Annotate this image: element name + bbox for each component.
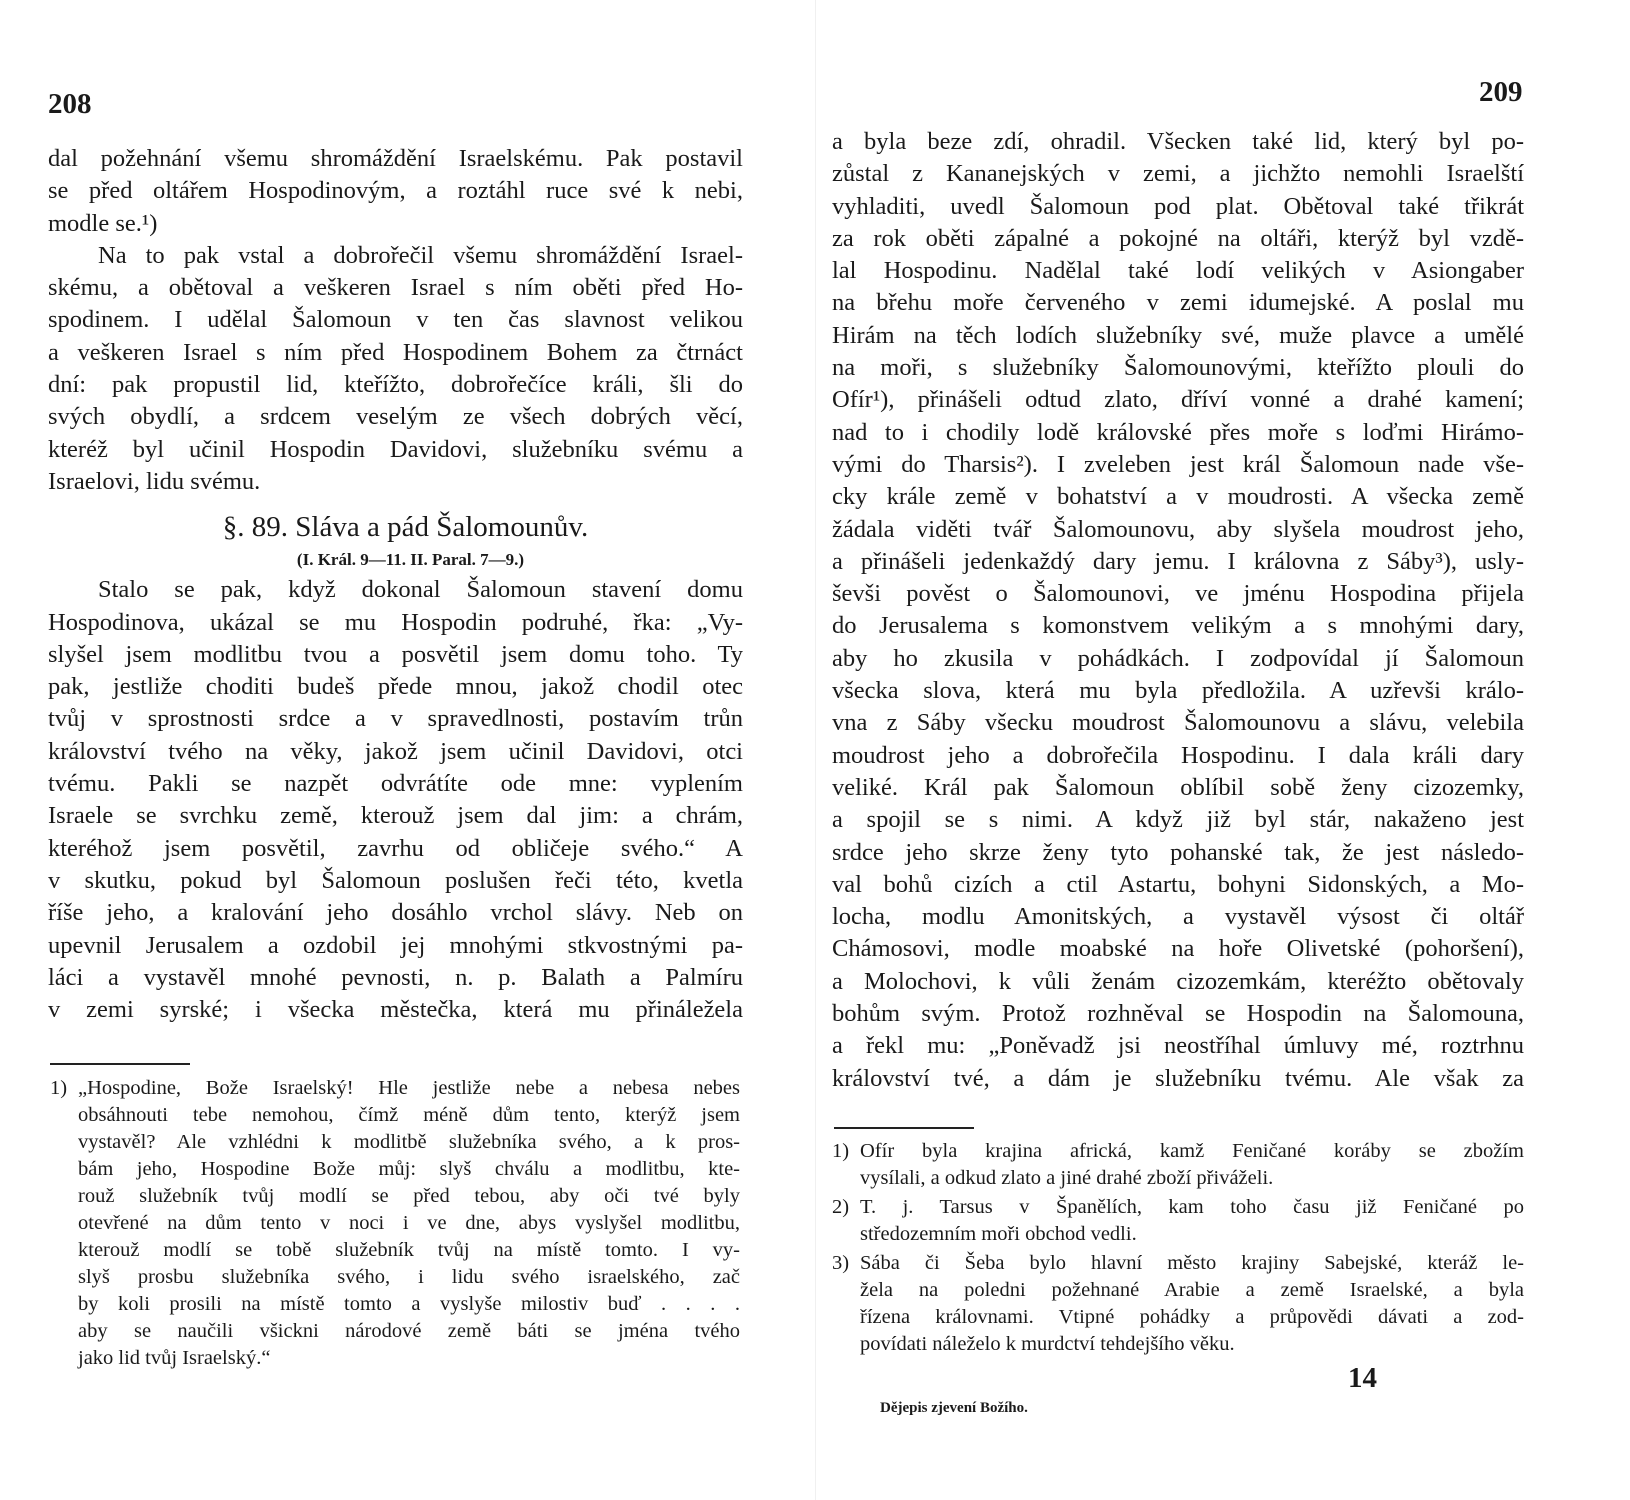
body-line: Na to pak vstal a dobrořečil všemu shromáždění Israel- [98, 241, 743, 269]
page-number-left: 208 [48, 88, 92, 120]
footnote-line: obsáhnouti tebe nemohou, čímž méně dům tento, kterýž jsem [78, 1104, 740, 1126]
body-line: do Jerusalema s komonstvem velikým a s mnohými dary, [832, 612, 1524, 640]
body-line: skému, a obětoval a veškeren Israel s ním oběti před Ho- [48, 274, 743, 302]
body-line: kteréhož jsem posvětil, zavrhu od obličeje svého.“ A [48, 834, 743, 862]
footnote-text: Sába či Šeba bylo hlavní město krajiny Sabejské, kteráž le- [860, 1252, 1524, 1274]
footnote-2-right [832, 1194, 1524, 1248]
body-line: a spojil se s nimi. A když již byl stár, nakaženo jest [832, 806, 1524, 834]
body-line: veliké. Král pak Šalomoun oblíbil sobě ženy cizozemky, [832, 773, 1524, 801]
right-body-text [832, 126, 1524, 1095]
footnote-rule-right [834, 1127, 974, 1129]
footnote-line: by koli prosili na místě tomto a vyslyše milostiv buď . . . . [78, 1293, 740, 1315]
body-line: za rok oběti zápalné a pokojné na oltáři, kterýž byl vzdě- [832, 224, 1524, 252]
body-line: Hirám na těch lodích služebníky své, muže plavce a umělé [832, 321, 1524, 349]
footnote-text: Ofír byla krajina africká, kamž Feničané koráby se zbožím [860, 1140, 1524, 1162]
body-line: v zemi syrské; i všecka městečka, která mu přináležela [48, 996, 743, 1024]
footnote-text: „Hospodine, Bože Israelský! Hle jestliže nebe a nebesa nebes [78, 1077, 740, 1099]
body-line: láci a vystavěl mnohé pevnosti, n. p. Balath a Palmíru [48, 963, 743, 991]
left-paragraphs-after-heading [48, 574, 743, 1026]
body-line: království tvé, a dám je služebníku tvému. Ale však za [832, 1064, 1524, 1092]
footnote-line: povídati náleželo k murdctví tehdejšího věku. [860, 1333, 1235, 1355]
left-paragraphs-before-heading [48, 143, 743, 498]
footnote-line: aby se naučili všickni národové země báti se jména tvého [78, 1320, 740, 1342]
footnote-3-right [832, 1250, 1524, 1358]
footnote-line [832, 1194, 1524, 1221]
body-line: a Molochovi, k vůli ženám cizozemkám, kteréžto obětovaly [832, 967, 1524, 995]
footnote-line: bám jeho, Hospodine Bože můj: slyš chválu a modlitbu, kte- [78, 1158, 740, 1180]
body-line: srdce jeho skrze ženy tyto pohanské tak, že jest následo- [832, 838, 1524, 866]
footnote-line: otevřené na dům tento v noci i ve dne, abys vyslyšel modlitbu, [78, 1212, 740, 1234]
footnote-marker: 3) [832, 1252, 850, 1274]
footnote-rule-left [50, 1063, 190, 1065]
footnote-line: středozemním moři obchod vedli. [860, 1223, 1137, 1245]
body-line: upevnil Jerusalem a ozdobil jej mnohými stkvostnými pa- [48, 931, 743, 959]
body-line: dní: pak propustil lid, kteřížto, dobrořečíce králi, šli do [48, 371, 743, 399]
body-line: království tvého na věky, jakož jsem učinil Davidovi, otci [48, 737, 743, 765]
left-footnotes [50, 1075, 740, 1372]
body-line: na moři, s služebníky Šalomounovými, kteřížto plouli do [832, 354, 1524, 382]
body-line: na břehu moře červeného v zemi idumejské. A poslal mu [832, 289, 1524, 317]
footnote-line [50, 1075, 740, 1102]
section-heading: §. 89. Sláva a pád Šalomounův. [222, 511, 589, 544]
footnote-line: žela na poledni požehnané Arabie a země Israelské, a byla [860, 1279, 1524, 1301]
body-line: říše jeho, a kralování jeho dosáhlo vrchol slávy. Neb on [48, 899, 743, 927]
body-line: lal Hospodinu. Nadělal také lodí velikých v Asiongaber [832, 257, 1524, 285]
footnote-line: jako lid tvůj Israelský.“ [78, 1347, 271, 1369]
body-line: ševši pověst o Šalomounovi, ve jménu Hospodina přijela [832, 580, 1524, 608]
body-line: dal požehnání všemu shromáždění Israelskému. Pak postavil [48, 145, 743, 172]
footnote-marker: 1) [832, 1140, 850, 1162]
footnote-line [832, 1138, 1524, 1165]
body-line: Hospodinova, ukázal se mu Hospodin podruhé, řka: „Vy- [48, 608, 743, 636]
body-line: všecka slova, která mu byla předložila. A uzřevši králo- [832, 677, 1524, 705]
footnote-text: T. j. Tarsus v Španělích, kam toho času již Feničané po [860, 1196, 1524, 1218]
body-line: aby ho zkusila v pohádkách. I zodpovídal jí Šalomoun [832, 644, 1524, 672]
body-line: locha, modlu Amonitských, a vystavěl výsost či oltář [832, 903, 1524, 931]
footnote-1-right [832, 1138, 1524, 1192]
body-line: vna z Sáby všecku moudrost Šalomounovu a slávu, velebila [832, 709, 1524, 737]
body-line: Chámosovi, modle moabské na hoře Olivetské (pohoršení), [832, 935, 1524, 963]
body-line: Ofír¹), přinášeli odtud zlato, dříví vonné a drahé kamení; [832, 386, 1524, 414]
footnote-marker: 2) [832, 1196, 850, 1218]
body-line: modle se.¹) [48, 209, 158, 237]
body-line: svých obydlí, a srdcem veselým ze všech dobrých věcí, [48, 403, 743, 431]
body-line: se před oltářem Hospodinovým, a roztáhl ruce své k nebi, [48, 177, 743, 205]
body-line: žádala viděti tvář Šalomounovu, aby slyšela moudrost jeho, [832, 515, 1524, 543]
body-line: tvůj v sprostnosti srdce a v spravedlnosti, postavím trůn [48, 705, 743, 733]
body-line: pak, jestliže choditi budeš přede mnou, jakož chodil otec [48, 673, 743, 701]
body-line: cky krále země v bohatství a v moudrosti. A všecka země [832, 483, 1524, 511]
body-line: slyšel jsem modlitbu tvou a posvětil jsem domu toho. Ty [48, 640, 743, 668]
footnote-marker: 1) [50, 1077, 68, 1099]
body-line: moudrost jeho a dobrořečila Hospodinu. I dala králi dary [832, 741, 1524, 769]
body-line: Stalo se pak, když dokonal Šalomoun stavení domu [98, 576, 743, 604]
body-line: val bohů cizích a ctil Astartu, bohyni Sidonských, a Mo- [832, 870, 1524, 898]
footnote-line: vystavěl? Ale vzhlédni k modlitbě služebníka svého, a k pros- [78, 1131, 740, 1153]
body-line: a řekl mu: „Poněvadž jsi neostříhal úmluvy mé, roztrhnu [832, 1032, 1524, 1060]
body-line: vyhladiti, uvedl Šalomoun pod plat. Obětoval také třikrát [832, 192, 1524, 220]
body-line: bohům svým. Protož rozhněval se Hospodin na Šalomouna, [832, 1000, 1524, 1028]
body-line: Israelovi, lidu svému. [48, 467, 261, 495]
footnote-line [832, 1250, 1524, 1277]
footnote-1-left [50, 1075, 740, 1372]
body-line: a veškeren Israel s ním před Hospodinem Bohem za čtrnáct [48, 338, 743, 366]
right-paragraphs [832, 126, 1524, 1095]
body-line: Israele se svrchku země, kterouž jsem dal jim: a chrám, [48, 802, 743, 830]
body-line: a přinášeli jedenkaždý dary jemu. I královna z Sáby³), usly- [832, 547, 1524, 575]
section-reference: (I. Král. 9—11. II. Paral. 7—9.) [296, 550, 525, 570]
body-line: spodinem. I udělal Šalomoun v ten čas slavnost velikou [48, 306, 743, 334]
footnote-line: kterouž modlí se tobě služebník tvůj na místě tomto. I vy- [78, 1239, 740, 1261]
footnote-line: slyš prosbu služebníka svého, i lidu svého israelského, zač [78, 1266, 740, 1288]
footnote-line: vysílali, a odkud zlato a jiné drahé zboží přiváželi. [860, 1167, 1274, 1189]
body-line: tvému. Pakli se nazpět odvrátíte ode mne: vyplením [48, 770, 743, 798]
body-line: vými do Tharsis²). I zveleben jest král Šalomoun nade vše- [832, 450, 1524, 478]
body-line: kteréž byl učinil Hospodin Davidovi, služebníku svému a [48, 435, 743, 463]
footnote-line: rouž služebník tvůj modlí se před tebou, aby oči tvé byly [78, 1185, 740, 1207]
signature-mark: Dějepis zjevení Božího. [880, 1400, 1028, 1416]
right-footnotes [832, 1138, 1524, 1360]
footnote-line: řízena královnami. Vtipné pohádky a průpovědi dávati a zod- [860, 1306, 1524, 1328]
sheet-number: 14 [1348, 1362, 1377, 1394]
body-line: a byla beze zdí, ohradil. Všecken také lid, který byl po- [832, 128, 1524, 155]
body-line: v skutku, pokud byl Šalomoun poslušen řeči této, kvetla [48, 866, 743, 894]
left-body-text [48, 143, 743, 1026]
page-number-right: 209 [1479, 76, 1523, 108]
body-line: nad to i chodily lodě královské přes moře s loďmi Hirámo- [832, 418, 1524, 446]
body-line: zůstal z Kananejských v zemi, a jichžto nemohli Israelští [832, 160, 1524, 188]
